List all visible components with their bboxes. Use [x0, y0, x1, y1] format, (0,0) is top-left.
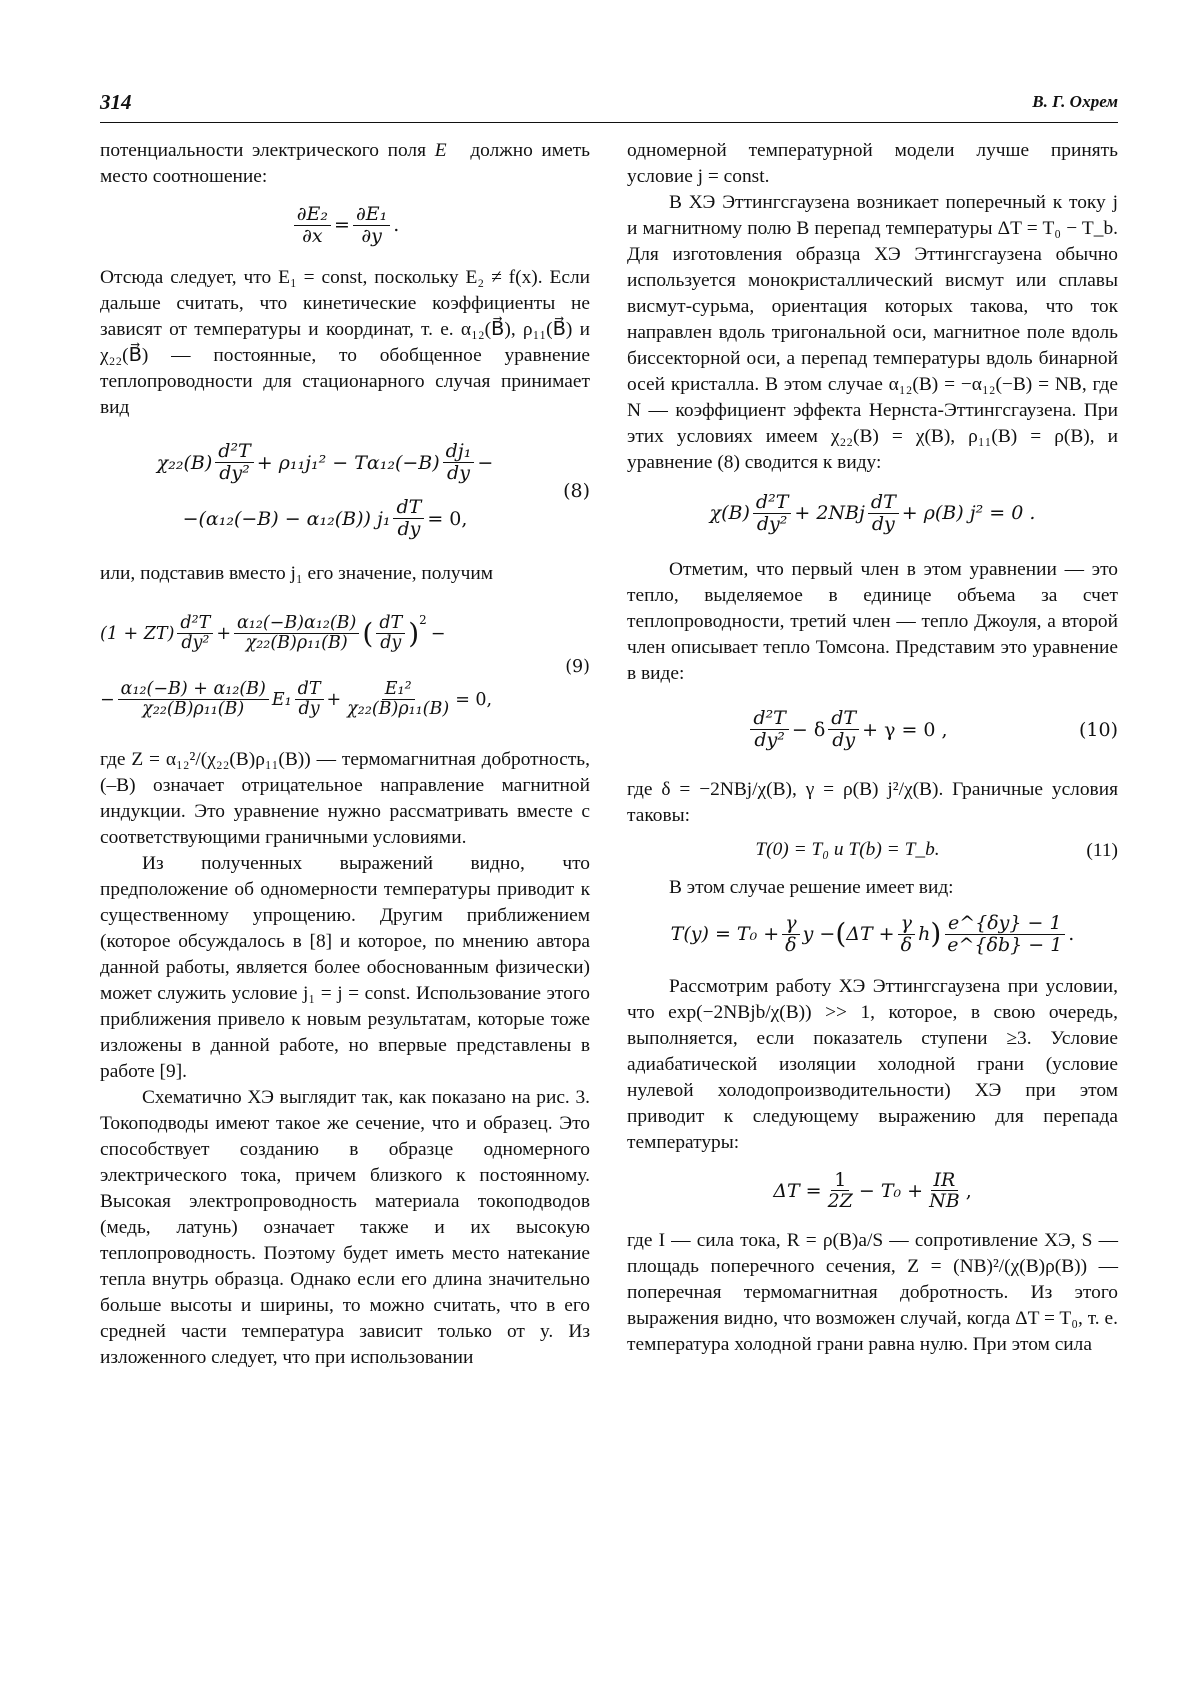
- running-header: [100, 86, 1118, 123]
- right-paragraph-3: Отметим, что первый член в этом уравнении — это тепло, выделяемое в единице объема за счет теплопроводности, третий член — тепло Джоуля, а второй член описывает тепло Томсона. Представим это уравнение в виде:: [627, 558, 1118, 684]
- left-paragraph-3: или, подставив вместо j₁ его значение, получим: [100, 562, 494, 584]
- left-column: [100, 138, 590, 1371]
- equation-10-number: (10): [1078, 718, 1118, 741]
- equation-reduced: χ(B) $\frac{\text{d²T}}{\text{dy²}}$ + 2NBj $\frac{dT}{dy}$ + ρ(B) j² = 0 .: [709, 491, 1036, 535]
- equation-11: T(0) = T₀ и T(b) = T_b. (11): [627, 837, 1118, 865]
- left-paragraph-6: Схематично ХЭ выглядит так, как показано на рис. 3. Токоподводы имеют такое же сечение, что и образец. Это способствует созданию в образце одномерного электрического тока, причем близкого к постоянному. Высокая электропроводность материала токоподводов (медь, латунь) означает также и их высокую теплопроводность. Поэтому будет иметь место натекание тепла внутрь образца. Однако если его длина значительно больше высоты и ширины, то можно считать, что в его средней части температура зависит только от y. Из изложенного следует, что при использовании: [100, 1086, 590, 1368]
- equation-9-number: (9): [565, 656, 590, 677]
- equation-9: (1 + ZT) $\frac{\text{d²T}}{\text{dy²}}$ + $\frac{\text{α₁₂(−B)α₁₂(B)}}{\text{χ₂₂(B)ρ₁₁(B)}}$ ( $\frac{dT}{dy}$ ) $^2$ − − $\frac{\text{α₁₂(−B) + α₁₂(B)}}{\text{χ₂₂(B)ρ₁₁(B)}}$ E₁ $\frac{dT}{dy}$ + $\frac{\text{E₁²}}{\text{χ₂₂(B)ρ₁₁(B)}}$ = 0, (9): [100, 612, 590, 720]
- equation-10: $\frac{\text{d²T}}{\text{dy²}}$ − δ $\frac{dT}{dy}$ + γ = 0 , (10): [627, 699, 1118, 761]
- equation-delta-t: ΔT = $\frac{1}{2Z}$ − T₀ + $\frac{IR}{NB}$ ,: [773, 1168, 972, 1213]
- left-paragraph-1: потенциальности электрического поля E должно иметь место соотношение:: [100, 140, 590, 187]
- page-number: 314: [100, 90, 132, 114]
- left-paragraph-4: где Z = α₁₂²/(χ₂₂(B)ρ₁₁(B)) — термомагнитная добротность, (–B) означает отрицательное направление магнитной индукции. Это уравнение нужно рассматривать вместе с соответствующими граничными условиями.: [100, 748, 590, 848]
- left-paragraph-5: Из полученных выражений видно, что предположение об одномерности температуры приводит к существенному упрощению. Другим приближением (которое обсуждалось в [8] и которое, по мнению автора данной работы, является более обоснованным физически) может служить условие j₁ = j = const. Использование этого приближения привело к новым результатам, которые тоже изложены в данной работе, но впервые представлены в работе [9].: [100, 852, 590, 1082]
- right-paragraph-7: где I — сила тока, R = ρ(B)a/S — сопротивление ХЭ, S — площадь поперечного сечения, Z = (NB)²/(χ(B)ρ(B)) — поперечная термомагнитная добротность. Из этого выражения видно, что возможен случай, когда ΔT = T₀, т. е. температура холодной грани равна нулю. При этом сила: [627, 1230, 1118, 1356]
- equation-8: χ₂₂(B) $\frac{\text{d²T}}{\text{dy²}}$ + ρ₁₁j₁² − Tα₁₂(−B) $\frac{\text{dj₁}}{dy}$ − −(α₁₂(−B) − α₁₂(B)) j₁ $\frac{dT}{dy}$ = 0, (8): [156, 440, 590, 541]
- running-author: В. Г. Охрем: [1032, 92, 1118, 111]
- right-paragraph-5: В этом случае решение имеет вид:: [669, 876, 954, 898]
- right-paragraph-2: В ХЭ Эттингсгаузена возникает поперечный к току j и магнитному полю B перепад температуры ΔT = T₀ − T_b. Для изготовления образца ХЭ Эттингсгаузена обычно используется монокристаллический висмут или сплавы висмут-сурьма, ориентация которых такова, что ток направлен вдоль тригональной оси, магнитное поле вдоль биссекторной оси, а перепад температуры вдоль бинарной осей кристалла. В этом случае α₁₂(B) = −α₁₂(−B) = NB, где N — коэффициент эффекта Нернста-Эттингсгаузена. При этих условиях имеем χ₂₂(B) = χ(B), ρ₁₁(B) = ρ(B), и уравнение (8) сводится к виду:: [627, 192, 1118, 473]
- equation-8-number: (8): [563, 479, 590, 502]
- left-paragraph-2: Отсюда следует, что E₁ = const, поскольку E₂ ≠ f(x). Если дальше считать, что кинетические коэффициенты не зависят от температуры и координат, т. е. α₁₂(B⃗), ρ₁₁(B⃗) и χ₂₂(B⃗) — постоянные, то обобщенное уравнение теплопроводности для стационарного случая принимает вид: [100, 266, 590, 418]
- equation-solution: T(y) = T₀ + $\frac{\gamma}{\delta}$ y − ( ΔT + $\frac{\gamma}{\delta}$ h ) $\frac{e\^{}\{\delta y\} - 1}{e\^{}\{\delta b\} - 1}$ .: [670, 911, 1075, 956]
- vector-e: E: [434, 140, 462, 161]
- equation-curl: $\frac{\text{∂E₂}}{\partial x}$ = $\frac{\text{∂E₁}}{\partial y}$ .: [100, 204, 590, 247]
- right-paragraph-6: Рассмотрим работу ХЭ Эттингсгаузена при условии, что exp(−2NBjb/χ(B)) >> 1, которое, в свою очередь, выполняется, если показатель ступени ≥3. Условие адиабатической изоляции холодной грани (условие нулевой холодопроизводительности) ХЭ при этом приводит к следующему выражению для перепада температуры:: [627, 975, 1118, 1153]
- right-paragraph-4: где δ = −2NBj/χ(B), γ = ρ(B) j²/χ(B). Граничные условия таковы:: [627, 778, 1118, 826]
- right-column: [627, 138, 1118, 1358]
- right-paragraph-1: одномерной температурной модели лучше принять условие j = const.: [627, 140, 1118, 187]
- equation-11-number: (11): [1086, 839, 1118, 861]
